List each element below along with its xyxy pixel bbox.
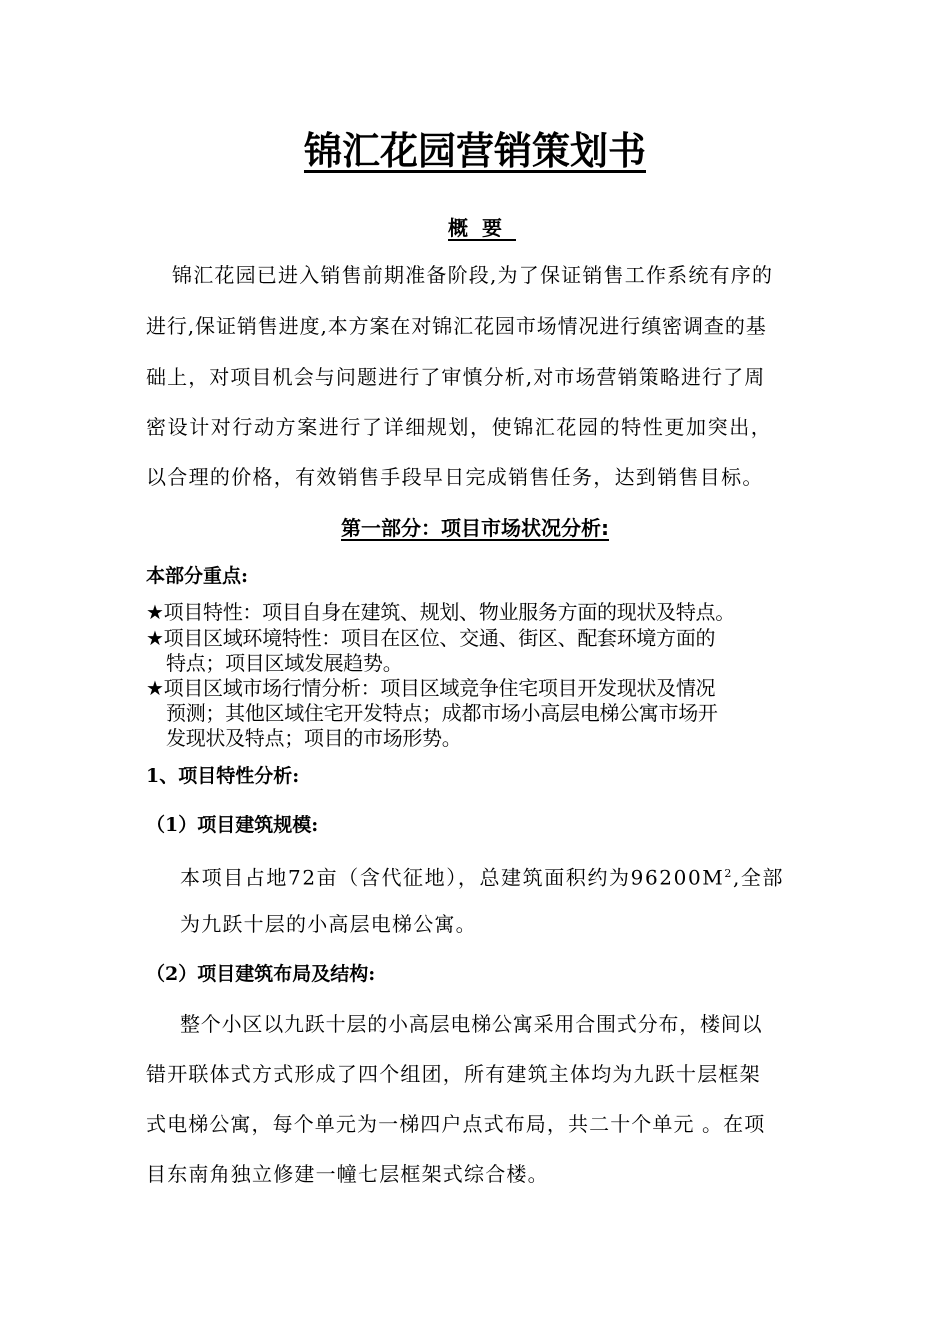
summary-heading-text: 概要: [448, 216, 516, 240]
sub2-line: 整个小区以九跃十层的小高层电梯公寓采用合围式分布，楼间以: [180, 1012, 763, 1036]
summary-heading: [0, 212, 950, 241]
summary-line: 锦汇花园已进入销售前期准备阶段,为了保证销售工作系统有序的: [172, 263, 774, 287]
key-point-continuation: 特点；项目区域发展趋势。: [166, 651, 403, 675]
sub1-line-text: 本项目占地72亩（含代征地），总建筑面积约为96200M: [180, 865, 725, 890]
key-point-item: ★项目特性：项目自身在建筑、规划、物业服务方面的现状及特点。: [146, 600, 735, 624]
sub1-line: 为九跃十层的小高层电梯公寓。: [180, 912, 477, 936]
key-point-continuation: 发现状及特点；项目的市场形势。: [166, 726, 462, 750]
sub1-line: [180, 862, 784, 890]
document-title-text: 锦汇花园营销策划书: [303, 129, 646, 173]
document-title: [0, 120, 950, 175]
summary-line: 以合理的价格，有效销售手段早日完成销售任务，达到销售目标。: [146, 465, 764, 489]
summary-line: 础上，对项目机会与问题进行了审慎分析,对市场营销策略进行了周: [146, 365, 766, 389]
sub1-heading: （1）项目建筑规模:: [146, 814, 319, 836]
summary-line: 进行,保证销售进度,本方案在对锦汇花园市场情况进行缜密调查的基: [146, 314, 767, 338]
sub2-line: 错开联体式方式形成了四个组团，所有建筑主体均为九跃十层框架: [146, 1062, 761, 1086]
part1-heading: [0, 512, 950, 541]
sub1-line-tail: ,全部: [732, 865, 785, 890]
part1-heading-text: 第一部分：项目市场状况分析:: [341, 516, 609, 540]
sub2-line: 目东南角独立修建一幢七层框架式综合楼。: [146, 1162, 549, 1186]
summary-line: 密设计对行动方案进行了详细规划，使锦汇花园的特性更加突出，: [146, 415, 773, 439]
key-point-continuation: 预测；其他区域住宅开发特点；成都市场小高层电梯公寓市场开: [166, 701, 718, 725]
key-point-item: ★项目区域市场行情分析：项目区域竞争住宅项目开发现状及情况: [146, 676, 716, 700]
key-points-label: 本部分重点:: [146, 565, 249, 587]
sub2-heading: （2）项目建筑布局及结构:: [146, 963, 376, 985]
key-point-item: ★项目区域环境特性：项目在区位、交通、街区、配套环境方面的: [146, 626, 716, 650]
sub2-line: 式电梯公寓，每个单元为一梯四户点式布局，共二十个单元 。在项: [146, 1112, 766, 1136]
section1-heading: 1、项目特性分析:: [146, 765, 300, 787]
superscript-2: 2: [724, 867, 733, 880]
